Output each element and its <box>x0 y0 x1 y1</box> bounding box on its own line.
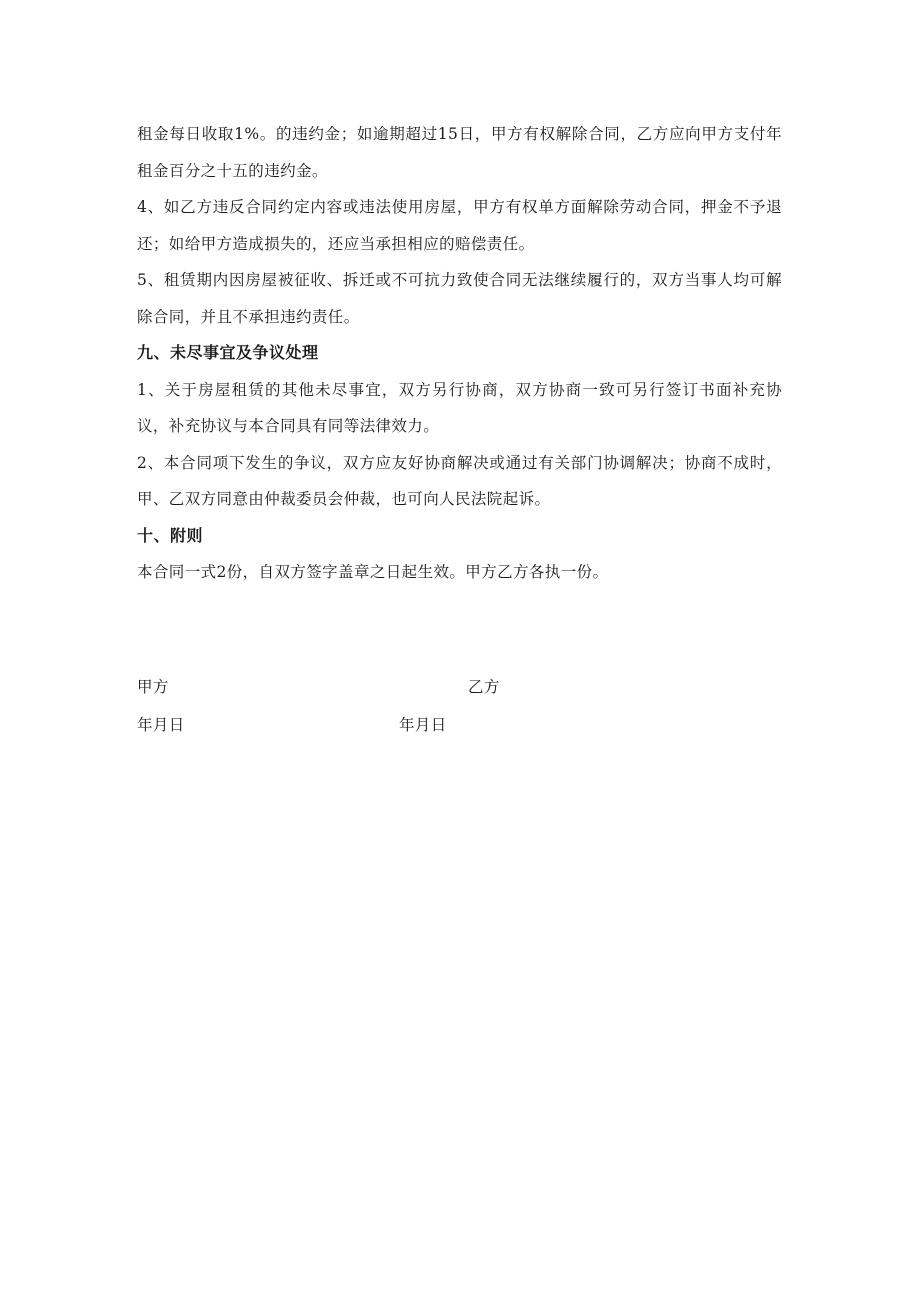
party-b-label: 乙方 <box>468 678 500 696</box>
clause-penalty-continued: 租金每日收取1%。的违约金；如逾期超过15日，甲方有权解除合同，乙方应向甲方支付年租金百分之十五的违约金。 <box>137 125 782 180</box>
clause-5-force-majeure: 5、租赁期内因房屋被征收、拆迁或不可抗力致使合同无法继续履行的，双方当事人均可解除合同，并且不承担违约责任。 <box>137 271 782 326</box>
party-a-label: 甲方 <box>137 678 169 696</box>
party-a-date: 年月日 <box>137 716 185 734</box>
contract-body <box>137 116 782 591</box>
section-10-text: 本合同一式2份，自双方签字盖章之日起生效。甲方乙方各执一份。 <box>137 563 609 581</box>
party-b-date: 年月日 <box>399 716 447 734</box>
clause-4-breach: 4、如乙方违反合同约定内容或违法使用房屋，甲方有权单方面解除劳动合同，押金不予退还；如给甲方造成损失的，还应当承担相应的赔偿责任。 <box>137 198 782 253</box>
section-9-heading: 九、未尽事宜及争议处理 <box>137 343 319 362</box>
section-9-clause-2: 2、本合同项下发生的争议，双方应友好协商解决或通过有关部门协调解决；协商不成时，甲、乙双方同意由仲裁委员会仲裁，也可向人民法院起诉。 <box>137 453 782 508</box>
section-9-clause-1: 1、关于房屋租赁的其他未尽事宜，双方另行协商，双方协商一致可另行签订书面补充协议，补充协议与本合同具有同等法律效力。 <box>137 380 782 435</box>
section-10-heading: 十、附则 <box>137 525 204 545</box>
